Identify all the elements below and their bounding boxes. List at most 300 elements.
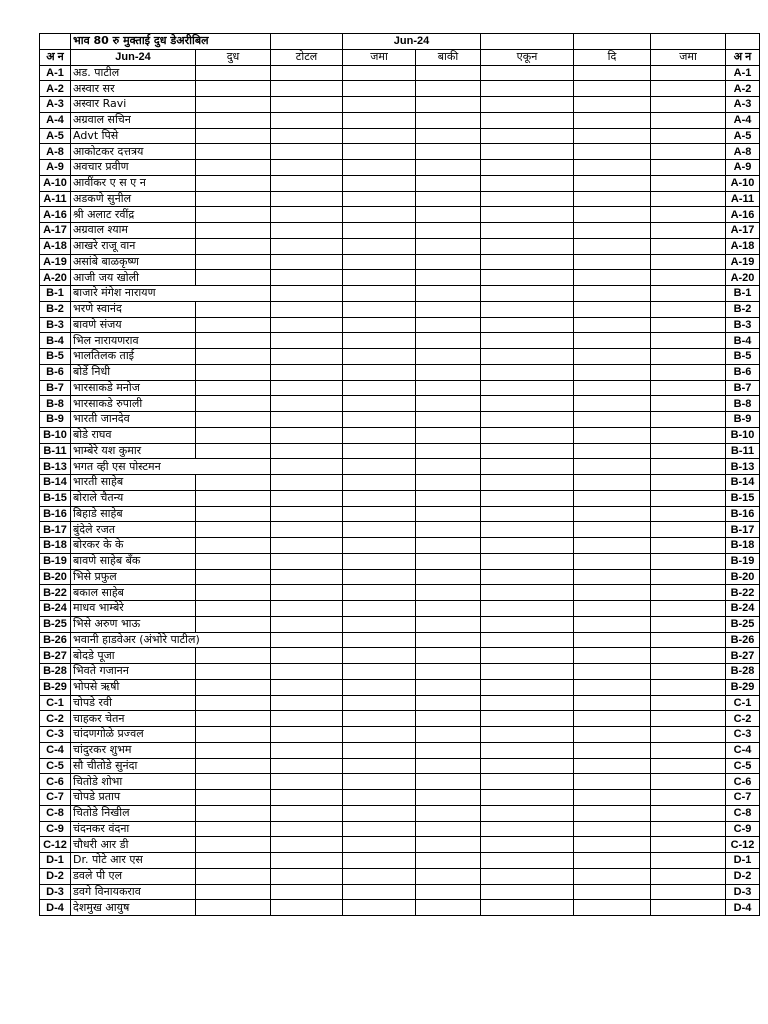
- col-header-milk: दुध: [196, 49, 271, 65]
- customer-code-right: A-18: [726, 238, 760, 254]
- table-row: [40, 506, 760, 522]
- balance-cell: [416, 65, 481, 81]
- given-cell: [574, 207, 651, 223]
- milk-cell: [196, 97, 271, 113]
- customer-name: चोपडे प्रताप: [71, 790, 196, 806]
- table-row: [40, 97, 760, 113]
- given-cell: [574, 868, 651, 884]
- total-cell: [271, 569, 343, 585]
- customer-code-right: A-9: [726, 160, 760, 176]
- sum-cell: [481, 475, 574, 491]
- given-cell: [574, 585, 651, 601]
- milk-cell: [196, 632, 271, 648]
- customer-code: B-28: [40, 664, 71, 680]
- table-row: [40, 522, 760, 538]
- milk-cell: [196, 364, 271, 380]
- milk-cell: [196, 884, 271, 900]
- customer-code-right: B-24: [726, 601, 760, 617]
- deposit2-cell: [651, 601, 726, 617]
- total-cell: [271, 790, 343, 806]
- deposit2-cell: [651, 742, 726, 758]
- given-cell: [574, 443, 651, 459]
- total-cell: [271, 884, 343, 900]
- total-cell: [271, 396, 343, 412]
- deposit2-cell: [651, 443, 726, 459]
- deposit2-cell: [651, 112, 726, 128]
- table-row: [40, 128, 760, 144]
- customer-code-right: D-1: [726, 853, 760, 869]
- deposit-cell: [343, 727, 416, 743]
- total-cell: [271, 81, 343, 97]
- table-row: [40, 475, 760, 491]
- table-row: [40, 459, 760, 475]
- given-cell: [574, 144, 651, 160]
- customer-code-right: C-1: [726, 695, 760, 711]
- customer-code: D-4: [40, 900, 71, 916]
- balance-cell: [416, 81, 481, 97]
- total-cell: [271, 333, 343, 349]
- sum-cell: [481, 238, 574, 254]
- milk-cell: [196, 349, 271, 365]
- balance-cell: [416, 97, 481, 113]
- deposit2-cell: [651, 128, 726, 144]
- milk-cell: [196, 679, 271, 695]
- deposit-cell: [343, 160, 416, 176]
- given-cell: [574, 364, 651, 380]
- sum-cell: [481, 522, 574, 538]
- customer-code-right: C-6: [726, 774, 760, 790]
- balance-cell: [416, 695, 481, 711]
- customer-code: A-16: [40, 207, 71, 223]
- col-header-code2: अ न: [726, 49, 760, 65]
- total-cell: [271, 65, 343, 81]
- customer-code-right: B-28: [726, 664, 760, 680]
- customer-code: B-19: [40, 553, 71, 569]
- sum-cell: [481, 585, 574, 601]
- deposit-cell: [343, 270, 416, 286]
- customer-code-right: B-13: [726, 459, 760, 475]
- table-row: [40, 333, 760, 349]
- column-header-row: [40, 49, 760, 65]
- table-row: [40, 616, 760, 632]
- deposit2-cell: [651, 81, 726, 97]
- sum-cell: [481, 427, 574, 443]
- deposit-cell: [343, 868, 416, 884]
- deposit2-cell: [651, 160, 726, 176]
- sum-cell: [481, 81, 574, 97]
- customer-code-right: C-5: [726, 758, 760, 774]
- given-cell: [574, 254, 651, 270]
- total-cell: [271, 538, 343, 554]
- total-cell: [271, 853, 343, 869]
- deposit-cell: [343, 128, 416, 144]
- deposit-cell: [343, 317, 416, 333]
- deposit2-cell: [651, 364, 726, 380]
- milk-cell: [196, 380, 271, 396]
- sum-cell: [481, 900, 574, 916]
- total-cell: [271, 868, 343, 884]
- col-header-given: दि: [574, 49, 651, 65]
- milk-cell: [196, 522, 271, 538]
- sum-cell: [481, 695, 574, 711]
- deposit2-cell: [651, 459, 726, 475]
- customer-code: A-9: [40, 160, 71, 176]
- customer-code-right: D-4: [726, 900, 760, 916]
- deposit2-cell: [651, 65, 726, 81]
- deposit2-cell: [651, 774, 726, 790]
- total-cell: [271, 112, 343, 128]
- customer-code-right: A-3: [726, 97, 760, 113]
- deposit2-cell: [651, 144, 726, 160]
- customer-code-right: A-8: [726, 144, 760, 160]
- given-cell: [574, 317, 651, 333]
- milk-cell: [196, 81, 271, 97]
- customer-name: बोराले चैतन्य: [71, 490, 196, 506]
- customer-code: B-7: [40, 380, 71, 396]
- col-header-balance: बाकी: [416, 49, 481, 65]
- table-row: [40, 695, 760, 711]
- customer-code-right: B-3: [726, 317, 760, 333]
- customer-name: चोपडे रवी: [71, 695, 196, 711]
- customer-name: बोडे राघव: [71, 427, 196, 443]
- table-row: [40, 868, 760, 884]
- customer-name: चितोडे शोभा: [71, 774, 196, 790]
- customer-name: अडकणे सुनील: [71, 191, 196, 207]
- sum-cell: [481, 270, 574, 286]
- col-header-code: अ न: [40, 49, 71, 65]
- table-row: [40, 112, 760, 128]
- customer-code: B-3: [40, 317, 71, 333]
- balance-cell: [416, 853, 481, 869]
- sum-cell: [481, 333, 574, 349]
- milk-cell: [196, 238, 271, 254]
- customer-name: भालतिलक ताई: [71, 349, 196, 365]
- customer-code: B-18: [40, 538, 71, 554]
- total-cell: [271, 679, 343, 695]
- customer-code: C-4: [40, 742, 71, 758]
- deposit-cell: [343, 900, 416, 916]
- customer-name: चंदनकर वंदना: [71, 821, 196, 837]
- deposit-cell: [343, 81, 416, 97]
- customer-code: B-24: [40, 601, 71, 617]
- customer-code: B-17: [40, 522, 71, 538]
- customer-code: C-8: [40, 805, 71, 821]
- table-row: [40, 790, 760, 806]
- deposit2-cell: [651, 758, 726, 774]
- table-row: [40, 774, 760, 790]
- total-cell: [271, 144, 343, 160]
- customer-code-right: B-27: [726, 648, 760, 664]
- given-cell: [574, 223, 651, 239]
- deposit-cell: [343, 380, 416, 396]
- given-cell: [574, 821, 651, 837]
- table-row: [40, 490, 760, 506]
- given-cell: [574, 569, 651, 585]
- balance-cell: [416, 443, 481, 459]
- customer-code: C-9: [40, 821, 71, 837]
- deposit-cell: [343, 585, 416, 601]
- customer-code-right: C-7: [726, 790, 760, 806]
- balance-cell: [416, 238, 481, 254]
- given-cell: [574, 805, 651, 821]
- customer-name: अग्रवाल सचिन: [71, 112, 196, 128]
- total-cell: [271, 380, 343, 396]
- col-header-total: टोटल: [271, 49, 343, 65]
- deposit-cell: [343, 333, 416, 349]
- given-cell: [574, 837, 651, 853]
- customer-name: भिवते गजानन: [71, 664, 196, 680]
- balance-cell: [416, 191, 481, 207]
- balance-cell: [416, 868, 481, 884]
- table-row: [40, 301, 760, 317]
- table-row: [40, 601, 760, 617]
- given-cell: [574, 758, 651, 774]
- deposit2-cell: [651, 900, 726, 916]
- sum-cell: [481, 396, 574, 412]
- customer-code: C-12: [40, 837, 71, 853]
- table-row: [40, 711, 760, 727]
- milk-cell: [196, 443, 271, 459]
- customer-code-right: A-4: [726, 112, 760, 128]
- customer-code-right: A-16: [726, 207, 760, 223]
- balance-cell: [416, 301, 481, 317]
- given-cell: [574, 97, 651, 113]
- given-cell: [574, 349, 651, 365]
- customer-code-right: B-4: [726, 333, 760, 349]
- deposit-cell: [343, 412, 416, 428]
- given-cell: [574, 81, 651, 97]
- customer-code: B-25: [40, 616, 71, 632]
- milk-cell: [196, 427, 271, 443]
- table-row: [40, 585, 760, 601]
- table-row: [40, 160, 760, 176]
- deposit-cell: [343, 112, 416, 128]
- total-cell: [271, 695, 343, 711]
- deposit2-cell: [651, 223, 726, 239]
- given-cell: [574, 727, 651, 743]
- sum-cell: [481, 144, 574, 160]
- deposit2-cell: [651, 427, 726, 443]
- customer-code: B-20: [40, 569, 71, 585]
- customer-code-right: C-3: [726, 727, 760, 743]
- milk-cell: [196, 648, 271, 664]
- sum-cell: [481, 160, 574, 176]
- sum-cell: [481, 805, 574, 821]
- customer-code-right: D-3: [726, 884, 760, 900]
- customer-code: B-11: [40, 443, 71, 459]
- milk-cell: [196, 900, 271, 916]
- customer-code-right: B-29: [726, 679, 760, 695]
- title-empty-cell: [651, 34, 726, 50]
- given-cell: [574, 506, 651, 522]
- customer-code-right: B-16: [726, 506, 760, 522]
- customer-name: बिहाडे साहेब: [71, 506, 196, 522]
- milk-cell: [196, 821, 271, 837]
- customer-name: चांदणगोळे प्रज्वल: [71, 727, 196, 743]
- customer-name: बावणे साहेब बँक: [71, 553, 196, 569]
- given-cell: [574, 632, 651, 648]
- total-cell: [271, 601, 343, 617]
- sum-cell: [481, 601, 574, 617]
- given-cell: [574, 884, 651, 900]
- given-cell: [574, 742, 651, 758]
- customer-code: B-4: [40, 333, 71, 349]
- customer-code: C-6: [40, 774, 71, 790]
- sum-cell: [481, 616, 574, 632]
- table-row: [40, 805, 760, 821]
- total-cell: [271, 490, 343, 506]
- total-cell: [271, 742, 343, 758]
- customer-code-right: A-1: [726, 65, 760, 81]
- customer-name: श्री अलाट रवींद्र: [71, 207, 196, 223]
- sum-cell: [481, 301, 574, 317]
- deposit2-cell: [651, 868, 726, 884]
- balance-cell: [416, 758, 481, 774]
- total-cell: [271, 317, 343, 333]
- customer-code: B-15: [40, 490, 71, 506]
- milk-cell: [196, 301, 271, 317]
- customer-name: असांबे बाळकृष्ण: [71, 254, 196, 270]
- sum-cell: [481, 65, 574, 81]
- balance-cell: [416, 475, 481, 491]
- sum-cell: [481, 790, 574, 806]
- col-header-month: Jun-24: [71, 49, 196, 65]
- customer-name: चितोडे निखील: [71, 805, 196, 821]
- given-cell: [574, 380, 651, 396]
- customer-name: बकाल साहेब: [71, 585, 196, 601]
- customer-name: भाम्बेरे यश कुमार: [71, 443, 196, 459]
- deposit-cell: [343, 648, 416, 664]
- milk-cell: [196, 128, 271, 144]
- customer-name: भिसे अरुण भाऊ: [71, 616, 196, 632]
- milk-cell: [196, 742, 271, 758]
- given-cell: [574, 238, 651, 254]
- total-cell: [271, 160, 343, 176]
- deposit-cell: [343, 97, 416, 113]
- customer-code: A-1: [40, 65, 71, 81]
- milk-cell: [196, 191, 271, 207]
- customer-rows: [40, 65, 760, 916]
- balance-cell: [416, 805, 481, 821]
- sum-cell: [481, 632, 574, 648]
- total-cell: [271, 223, 343, 239]
- balance-cell: [416, 648, 481, 664]
- customer-code-right: B-9: [726, 412, 760, 428]
- deposit2-cell: [651, 648, 726, 664]
- table-row: [40, 223, 760, 239]
- sum-cell: [481, 490, 574, 506]
- customer-code-right: B-25: [726, 616, 760, 632]
- customer-code-right: B-14: [726, 475, 760, 491]
- table-row: [40, 427, 760, 443]
- sum-cell: [481, 758, 574, 774]
- balance-cell: [416, 774, 481, 790]
- table-row: [40, 317, 760, 333]
- customer-name: बाजारे मंगेश नारायण: [71, 286, 196, 302]
- customer-name: चांदुरकर शुभम: [71, 742, 196, 758]
- customer-code: B-5: [40, 349, 71, 365]
- sum-cell: [481, 664, 574, 680]
- customer-code-right: B-5: [726, 349, 760, 365]
- sum-cell: [481, 349, 574, 365]
- customer-name: डवगे विनायकराव: [71, 884, 196, 900]
- customer-code: A-2: [40, 81, 71, 97]
- balance-cell: [416, 254, 481, 270]
- customer-code-right: B-10: [726, 427, 760, 443]
- table-row: [40, 884, 760, 900]
- total-cell: [271, 506, 343, 522]
- deposit2-cell: [651, 522, 726, 538]
- customer-code: C-1: [40, 695, 71, 711]
- deposit2-cell: [651, 349, 726, 365]
- deposit-cell: [343, 396, 416, 412]
- total-cell: [271, 837, 343, 853]
- deposit-cell: [343, 790, 416, 806]
- balance-cell: [416, 616, 481, 632]
- deposit2-cell: [651, 632, 726, 648]
- sum-cell: [481, 459, 574, 475]
- customer-name: भारसाकडे मनोज: [71, 380, 196, 396]
- sum-cell: [481, 538, 574, 554]
- given-cell: [574, 333, 651, 349]
- sum-cell: [481, 569, 574, 585]
- sum-cell: [481, 364, 574, 380]
- customer-name: भिल नारायणराव: [71, 333, 196, 349]
- customer-code-right: B-22: [726, 585, 760, 601]
- customer-code: B-16: [40, 506, 71, 522]
- title-spacer-cell: [271, 34, 343, 50]
- deposit-cell: [343, 65, 416, 81]
- customer-name: आजी जय खोली: [71, 270, 196, 286]
- given-cell: [574, 475, 651, 491]
- balance-cell: [416, 522, 481, 538]
- customer-code: D-2: [40, 868, 71, 884]
- total-cell: [271, 191, 343, 207]
- deposit2-cell: [651, 679, 726, 695]
- deposit-cell: [343, 632, 416, 648]
- balance-cell: [416, 112, 481, 128]
- deposit-cell: [343, 821, 416, 837]
- deposit-cell: [343, 805, 416, 821]
- deposit-cell: [343, 286, 416, 302]
- milk-cell: [196, 175, 271, 191]
- customer-name: अड. पाटील: [71, 65, 196, 81]
- customer-name: भगत व्ही एस पोस्टमन: [71, 459, 196, 475]
- milk-cell: [196, 506, 271, 522]
- total-cell: [271, 207, 343, 223]
- table-row: [40, 207, 760, 223]
- table-row: [40, 632, 760, 648]
- customer-code: C-5: [40, 758, 71, 774]
- customer-code-right: B-20: [726, 569, 760, 585]
- customer-name: भोपसे ऋषी: [71, 679, 196, 695]
- given-cell: [574, 711, 651, 727]
- customer-code: A-11: [40, 191, 71, 207]
- milk-bill-sheet: [39, 33, 760, 916]
- customer-code-right: C-9: [726, 821, 760, 837]
- deposit-cell: [343, 758, 416, 774]
- sum-cell: [481, 97, 574, 113]
- customer-code-right: B-1: [726, 286, 760, 302]
- given-cell: [574, 616, 651, 632]
- col-header-deposit: जमा: [343, 49, 416, 65]
- balance-cell: [416, 160, 481, 176]
- customer-name: बावणे संजय: [71, 317, 196, 333]
- customer-code-right: B-11: [726, 443, 760, 459]
- total-cell: [271, 97, 343, 113]
- total-cell: [271, 774, 343, 790]
- table-row: [40, 742, 760, 758]
